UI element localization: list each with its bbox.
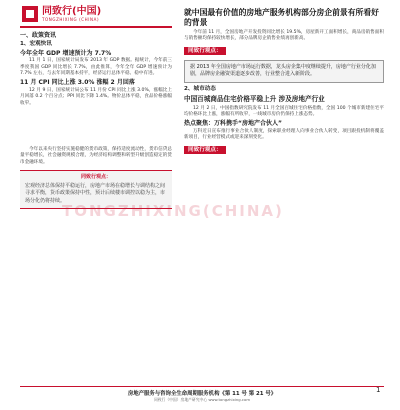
viewpoint-tag: 同致行观点： — [184, 146, 226, 154]
article-title: 就中国最有价值的房地产服务机构部分房企前景有所看好的背景 — [184, 8, 379, 27]
article-paragraph: 12 月 2 日，中国指数研究院发布 11 月全国百城住宅价格指数，全国 100 个城市新建住宅平均价格环比上涨，涨幅有所收窄，一线城市房价仍保持上涨态势。 — [184, 105, 384, 118]
viewpoint-tag: 同致行观点： — [80, 174, 111, 181]
subsection-heading: 1、宏观快讯 — [20, 41, 52, 48]
blank-space — [20, 109, 172, 147]
footer-title: 房地产服务与咨询全生命周期服务机构《第 11 号 第 21 号》 — [127, 391, 277, 397]
viewpoint-text: 宏观经济总体保持平稳运行，房地产市场在稳增长与调结构之间寻求平衡，货币政策保持中性，预计后续楼市调控以稳为主，市场分化仍将持续。 — [25, 182, 166, 204]
page-number: 1 — [376, 386, 381, 394]
footer-subtitle: 同致行（中国）房地产研究中心 www.tongzhixing.com — [153, 397, 251, 402]
section-heading: 一、政策资讯 — [20, 32, 57, 39]
header-rule — [20, 26, 172, 28]
article-heading: 今年全年 GDP 增速预计为 7.7% — [20, 49, 112, 57]
logo-name: 同致行(中国) — [42, 6, 102, 17]
viewpoint-box: 据 2013 年全国房地产市场运行数据，龙头房企集中度继续提升，房地产行业分化加剧，品牌房企融资渠道逐步改善，行业整合进入新阶段。 — [184, 60, 384, 82]
article-paragraph: 今年前 11 月，全国房地产开发投资同比增长 19.5%，房屋新开工面积增长，商品房销售面积与销售额均保持较快增长，部分品牌房企销售业绩再创新高。 — [184, 30, 384, 42]
article-paragraph: 万科近日宣布推行事业合伙人制度，探索职业经理人向事业合伙人转变，项目跟投机制将覆盖新项目，行业经营模式或迎来深刻变化。 — [184, 128, 384, 141]
logo-subtitle: TONGZHIXING (CHINA) — [42, 17, 100, 22]
watermark: TONGZHIXING(CHINA) — [62, 202, 284, 220]
article-heading: 11 月 CPI 同比上涨 3.0% 涨幅 2 月回落 — [20, 79, 135, 87]
logo-icon — [22, 6, 38, 22]
left-column — [20, 30, 172, 213]
article-paragraph: 今年以来央行坚持实施稳健的货币政策，保持适度流动性，货币信贷总量平稳增长，社会融资规模合理，为经济结构调整和转型升级创造稳定的货币金融环境。 — [20, 147, 172, 165]
subsection-heading: 2、城市动态 — [184, 85, 216, 92]
page-footer — [20, 386, 384, 403]
article-heading: 热点聚焦：万科携手“房地产合伙人” — [184, 120, 282, 128]
right-column — [184, 8, 384, 156]
logo-text — [42, 6, 101, 22]
company-logo — [22, 6, 101, 22]
article-paragraph: 11 月 1 日，国家统计局发布 2013 年 GDP 数据。据统计，今年前三季度我国 GDP 同比增长 7.7%，由此推算，今年全年 GDP 增速预计为 7.7% 左右，与去年同期基本持平，经济运行总体平稳、稳中有进。 — [20, 58, 172, 77]
viewpoint-tag: 同致行观点： — [184, 47, 226, 55]
article-heading: 中国百城商品住宅价格平稳上升 涉及房地产行业 — [184, 95, 325, 104]
article-paragraph: 12 月 9 日，国家统计局公布 11 月份 CPI 同比上涨 3.0%，涨幅比上月回落 0.2 个百分点；PPI 同比下降 1.4%。物价总体平稳，食品价格涨幅收窄。 — [20, 87, 172, 106]
